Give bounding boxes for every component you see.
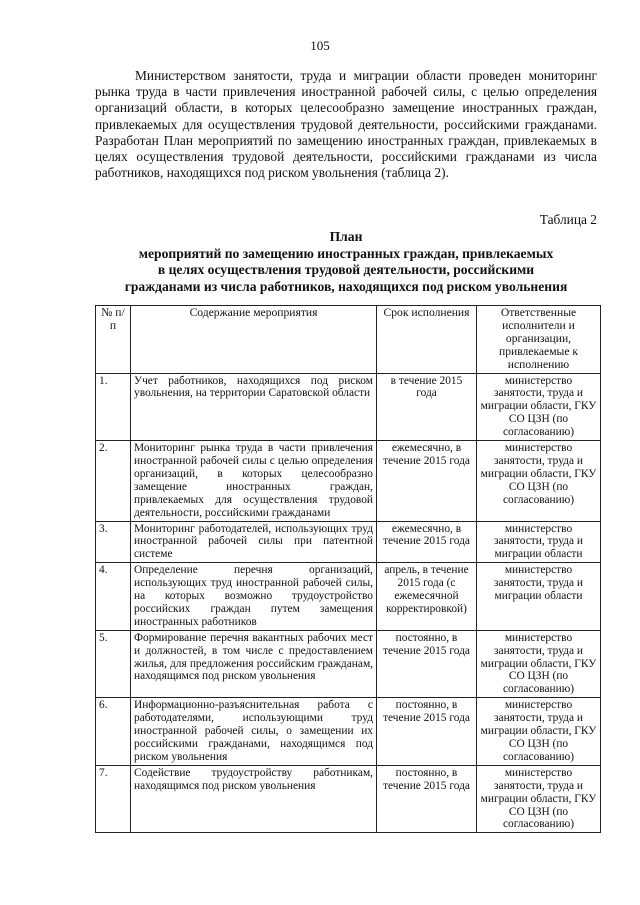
plan-title-line-2: мероприятий по замещению иностранных граждан, привлекаемых	[138, 245, 554, 261]
row-content: Содействие трудоустройству работникам, находящимся под риском увольнения	[131, 765, 377, 833]
row-resp: министерство занятости, труда и миграции области, ГКУ СО ЦЗН (по согласованию)	[477, 765, 601, 833]
row-num: 5.	[96, 630, 131, 698]
header-term: Срок исполнения	[377, 306, 477, 374]
row-term: ежемесячно, в течение 2015 года	[377, 521, 477, 563]
row-resp: министерство занятости, труда и миграции области, ГКУ СО ЦЗН (по согласованию)	[477, 698, 601, 766]
row-num: 7.	[96, 765, 131, 833]
row-num: 3.	[96, 521, 131, 563]
table-row	[96, 698, 601, 766]
row-resp: министерство занятости, труда и миграции области	[477, 563, 601, 631]
header-content: Содержание мероприятия	[131, 306, 377, 374]
table-row	[96, 521, 601, 563]
row-num: 2.	[96, 441, 131, 521]
row-resp: министерство занятости, труда и миграции области, ГКУ СО ЦЗН (по согласованию)	[477, 441, 601, 521]
table-row	[96, 630, 601, 698]
page-number: 105	[310, 38, 330, 53]
header-resp: Ответственные исполнители и организации, привлекаемые к исполнению	[477, 306, 601, 374]
row-term: ежемесячно, в течение 2015 года	[377, 441, 477, 521]
row-num: 6.	[96, 698, 131, 766]
table-header-row	[96, 306, 601, 374]
table-row	[96, 765, 601, 833]
plan-title-line-3: в целях осуществления трудовой деятельности, российскими	[157, 262, 535, 277]
table-row	[96, 563, 601, 631]
table-row	[96, 373, 601, 441]
row-content: Формирование перечня вакантных рабочих мест и должностей, в том числе с предоставлением жилья, для предложения российским гражданам, находящимся под риском увольнения	[131, 630, 377, 698]
row-resp: министерство занятости, труда и миграции области	[477, 521, 601, 563]
table-label: Таблица 2	[539, 212, 597, 227]
row-num: 1.	[96, 373, 131, 441]
row-term: в течение 2015 года	[377, 373, 477, 441]
row-term: постоянно, в течение 2015 года	[377, 630, 477, 698]
intro-text: Министерством занятости, труда и миграции области проведен мониторинг рынка труда в части привлечения иностранной рабочей силы, с целью определения организаций области, в которых целесообразно замещение иностранных граждан, привлекаемых для осуществления трудовой деятельности, российскими гражданами. Разработан План мероприятий по замещению иностранных граждан, привлекаемых в целях осуществления трудовой деятельности, российскими гражданами из числа работников, находящихся под риском увольнения (таблица 2).	[95, 68, 597, 181]
row-term: постоянно, в течение 2015 года	[377, 698, 477, 766]
row-content: Информационно-разъяснительная работа с работодателями, использующими труд иностранной рабочей силы, о замещении их российскими гражданами, находящимся под риском увольнения	[131, 698, 377, 766]
plan-title-line-4: гражданами из числа работников, находящихся под риском увольнения	[124, 278, 568, 294]
row-resp: министерство занятости, труда и миграции области, ГКУ СО ЦЗН (по согласованию)	[477, 373, 601, 441]
header-num: № п/п	[96, 306, 131, 374]
row-term: апрель, в течение 2015 года (с ежемесячной корректировкой)	[377, 563, 477, 631]
row-term: постоянно, в течение 2015 года	[377, 765, 477, 833]
plan-table	[95, 305, 601, 833]
row-content: Мониторинг рынка труда в части привлечения иностранной рабочей силы с целью определения организаций, в которых целесообразно замещение иностранных граждан, привлекаемых для осуществления трудовой деятельности, российскими гражданами	[131, 441, 377, 521]
row-num: 4.	[96, 563, 131, 631]
table-row	[96, 441, 601, 521]
plan-title	[95, 229, 597, 295]
row-resp: министерство занятости, труда и миграции области, ГКУ СО ЦЗН (по согласованию)	[477, 630, 601, 698]
row-content: Мониторинг работодателей, использующих труд иностранной рабочей силы при патентной системе	[131, 521, 377, 563]
row-content: Определение перечня организаций, использующих труд иностранной рабочей силы, на которых возможно трудоустройство российских граждан путем замещения иностранных работников	[131, 563, 377, 631]
intro-paragraph	[95, 68, 597, 181]
plan-title-line-1: План	[329, 229, 363, 244]
row-content: Учет работников, находящихся под риском увольнения, на территории Саратовской области	[131, 373, 377, 441]
